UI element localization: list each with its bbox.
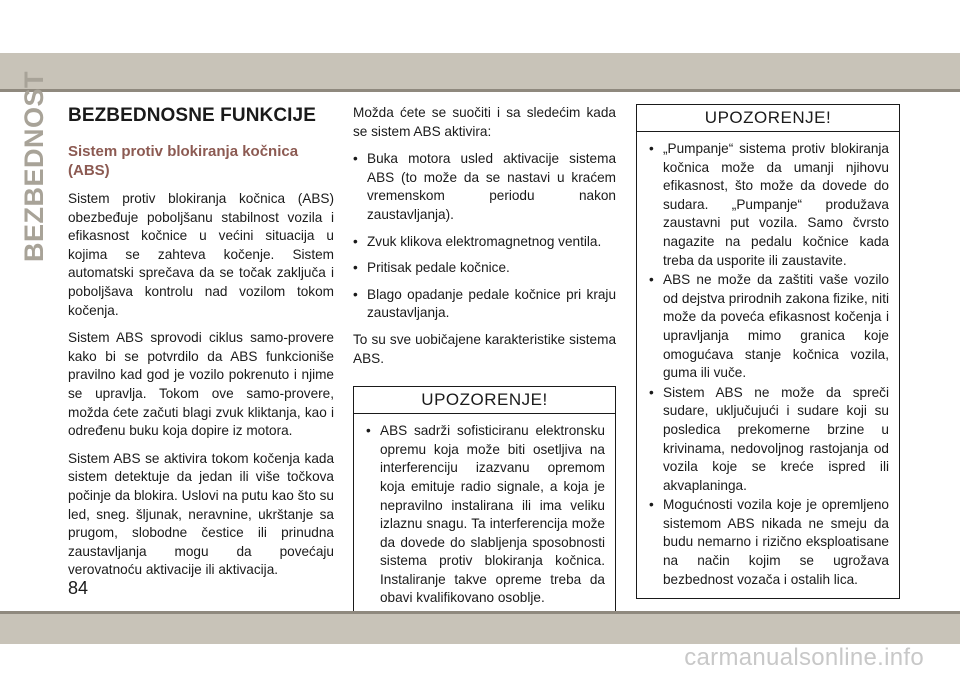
warning-list — [645, 140, 889, 589]
column-left — [68, 104, 334, 589]
list-item: • Buka motora usled aktivacije sistema ABS (to može da se nastavi u kraćem vremenskom periodu nakon zaustavljanja). — [353, 150, 616, 224]
section-subtitle: Sistem protiv blokiranja kočnica (ABS) — [68, 143, 299, 179]
top-header-rule — [0, 89, 960, 92]
section-title: BEZBEDNOSNE FUNKCIJE — [68, 105, 316, 126]
warning-box — [636, 104, 900, 599]
warning-body — [354, 414, 615, 617]
page-number: 84 — [68, 578, 89, 598]
list-item: • Zvuk klikova elektromagnetnog ventila. — [353, 233, 616, 252]
warning-item: • Sistem ABS ne može da spreči sudare, uključujući i sudare koji su posledica prekomerne brzine u krivinama, nedovoljnog rastojanja od vozila koje se kreće ispred ili akvaplaninga. — [645, 384, 889, 496]
warning-body — [637, 132, 899, 598]
paragraph: Sistem ABS se aktivira tokom kočenja kada sistem detektuje da jedan ili više točkova počinje da blokira. Uslovi na putu kao što su led, sneg. šljunak, neravnine, ukrštanje sa prugom, slobodne čestice ili prinudna zaustavljanja mogu da povećaju verovatnoću aktivacije ili aktivacija. — [68, 450, 334, 578]
bullet-list — [353, 150, 616, 323]
column-middle — [353, 104, 616, 618]
paragraph-intro: Možda ćete se suočiti i sa sledećim kada se sistem ABS aktivira: — [353, 105, 616, 139]
watermark-text: carmanualsonline.info — [684, 644, 924, 671]
paragraph: Sistem protiv blokiranja kočnica (ABS) obezbeđuje poboljšanu stabilnost vozila i efikasnost kočnice u većini situacija u kojima se zahteva kočenje. Sistem automatski sprečava da se točak zaključa i poboljšava kontrolu nad vozilom tokom kočenja. — [68, 191, 334, 318]
section-side-label-text: BEZBEDNOST — [19, 70, 49, 262]
list-item: • Pritisak pedale kočnice. — [353, 259, 616, 278]
warning-item: • ABS ne može da zaštiti vaše vozilo od dejstva prirodnih zakona fizike, niti može da poveća efikasnost kočenja i upravljanja mimo granica koje omogućava stanje kočnica vozila, guma ili vuče. — [645, 271, 889, 383]
warning-title: UPOZORENJE! — [637, 105, 899, 132]
bottom-footer-band — [0, 614, 960, 644]
warning-title: UPOZORENJE! — [354, 387, 615, 414]
warning-item: • Mogućnosti vozila koje je opremljeno sistemom ABS nikada ne smeju da budu nemarno i rizično eksploatisane na način kojim se ugrožava bezbednost vozača i ostalih lica. — [645, 496, 889, 589]
paragraph: Sistem ABS sprovodi ciklus samo-provere kako bi se potvrdilo da ABS funkcioniše pravilno kad god je vozilo pokrenuto i njime se upravlja. Tokom ove samo-provere, možda ćete začuti blagi zvuk kliktanja, kao i određenu buku koja dopire iz motora. — [68, 330, 334, 439]
warning-box — [353, 386, 616, 618]
list-item: • Blago opadanje pedale kočnice pri kraju zaustavljanja. — [353, 286, 616, 323]
paragraph-closing: To su sve uobičajene karakteristike sistema ABS. — [353, 331, 616, 366]
warning-list — [362, 422, 605, 608]
column-right — [636, 104, 900, 599]
warning-item: • ABS sadrži sofisticiranu elektronsku opremu koja može biti osetljiva na interferenciju izazvanu opremom koja emituje radio signale, a koja je nepravilno instalirana ili ima veliku izlaznu snagu. Ta interferencija može da dovede do slabljenja sposobnosti sistema protiv blokiranja kočnica. Instaliranje takve opreme treba da obavi kvalifikovano osoblje. — [362, 422, 605, 608]
top-header-band — [0, 53, 960, 89]
warning-item: • „Pumpanje“ sistema protiv blokiranja kočnica može da umanji njihovu efikasnost, što može da dovede do sudara. „Pumpanje“ produžava zaustavni put vozila. Samo čvrsto nagazite na pedalu kočnice kada treba da usporite ili zaustavite. — [645, 140, 889, 270]
